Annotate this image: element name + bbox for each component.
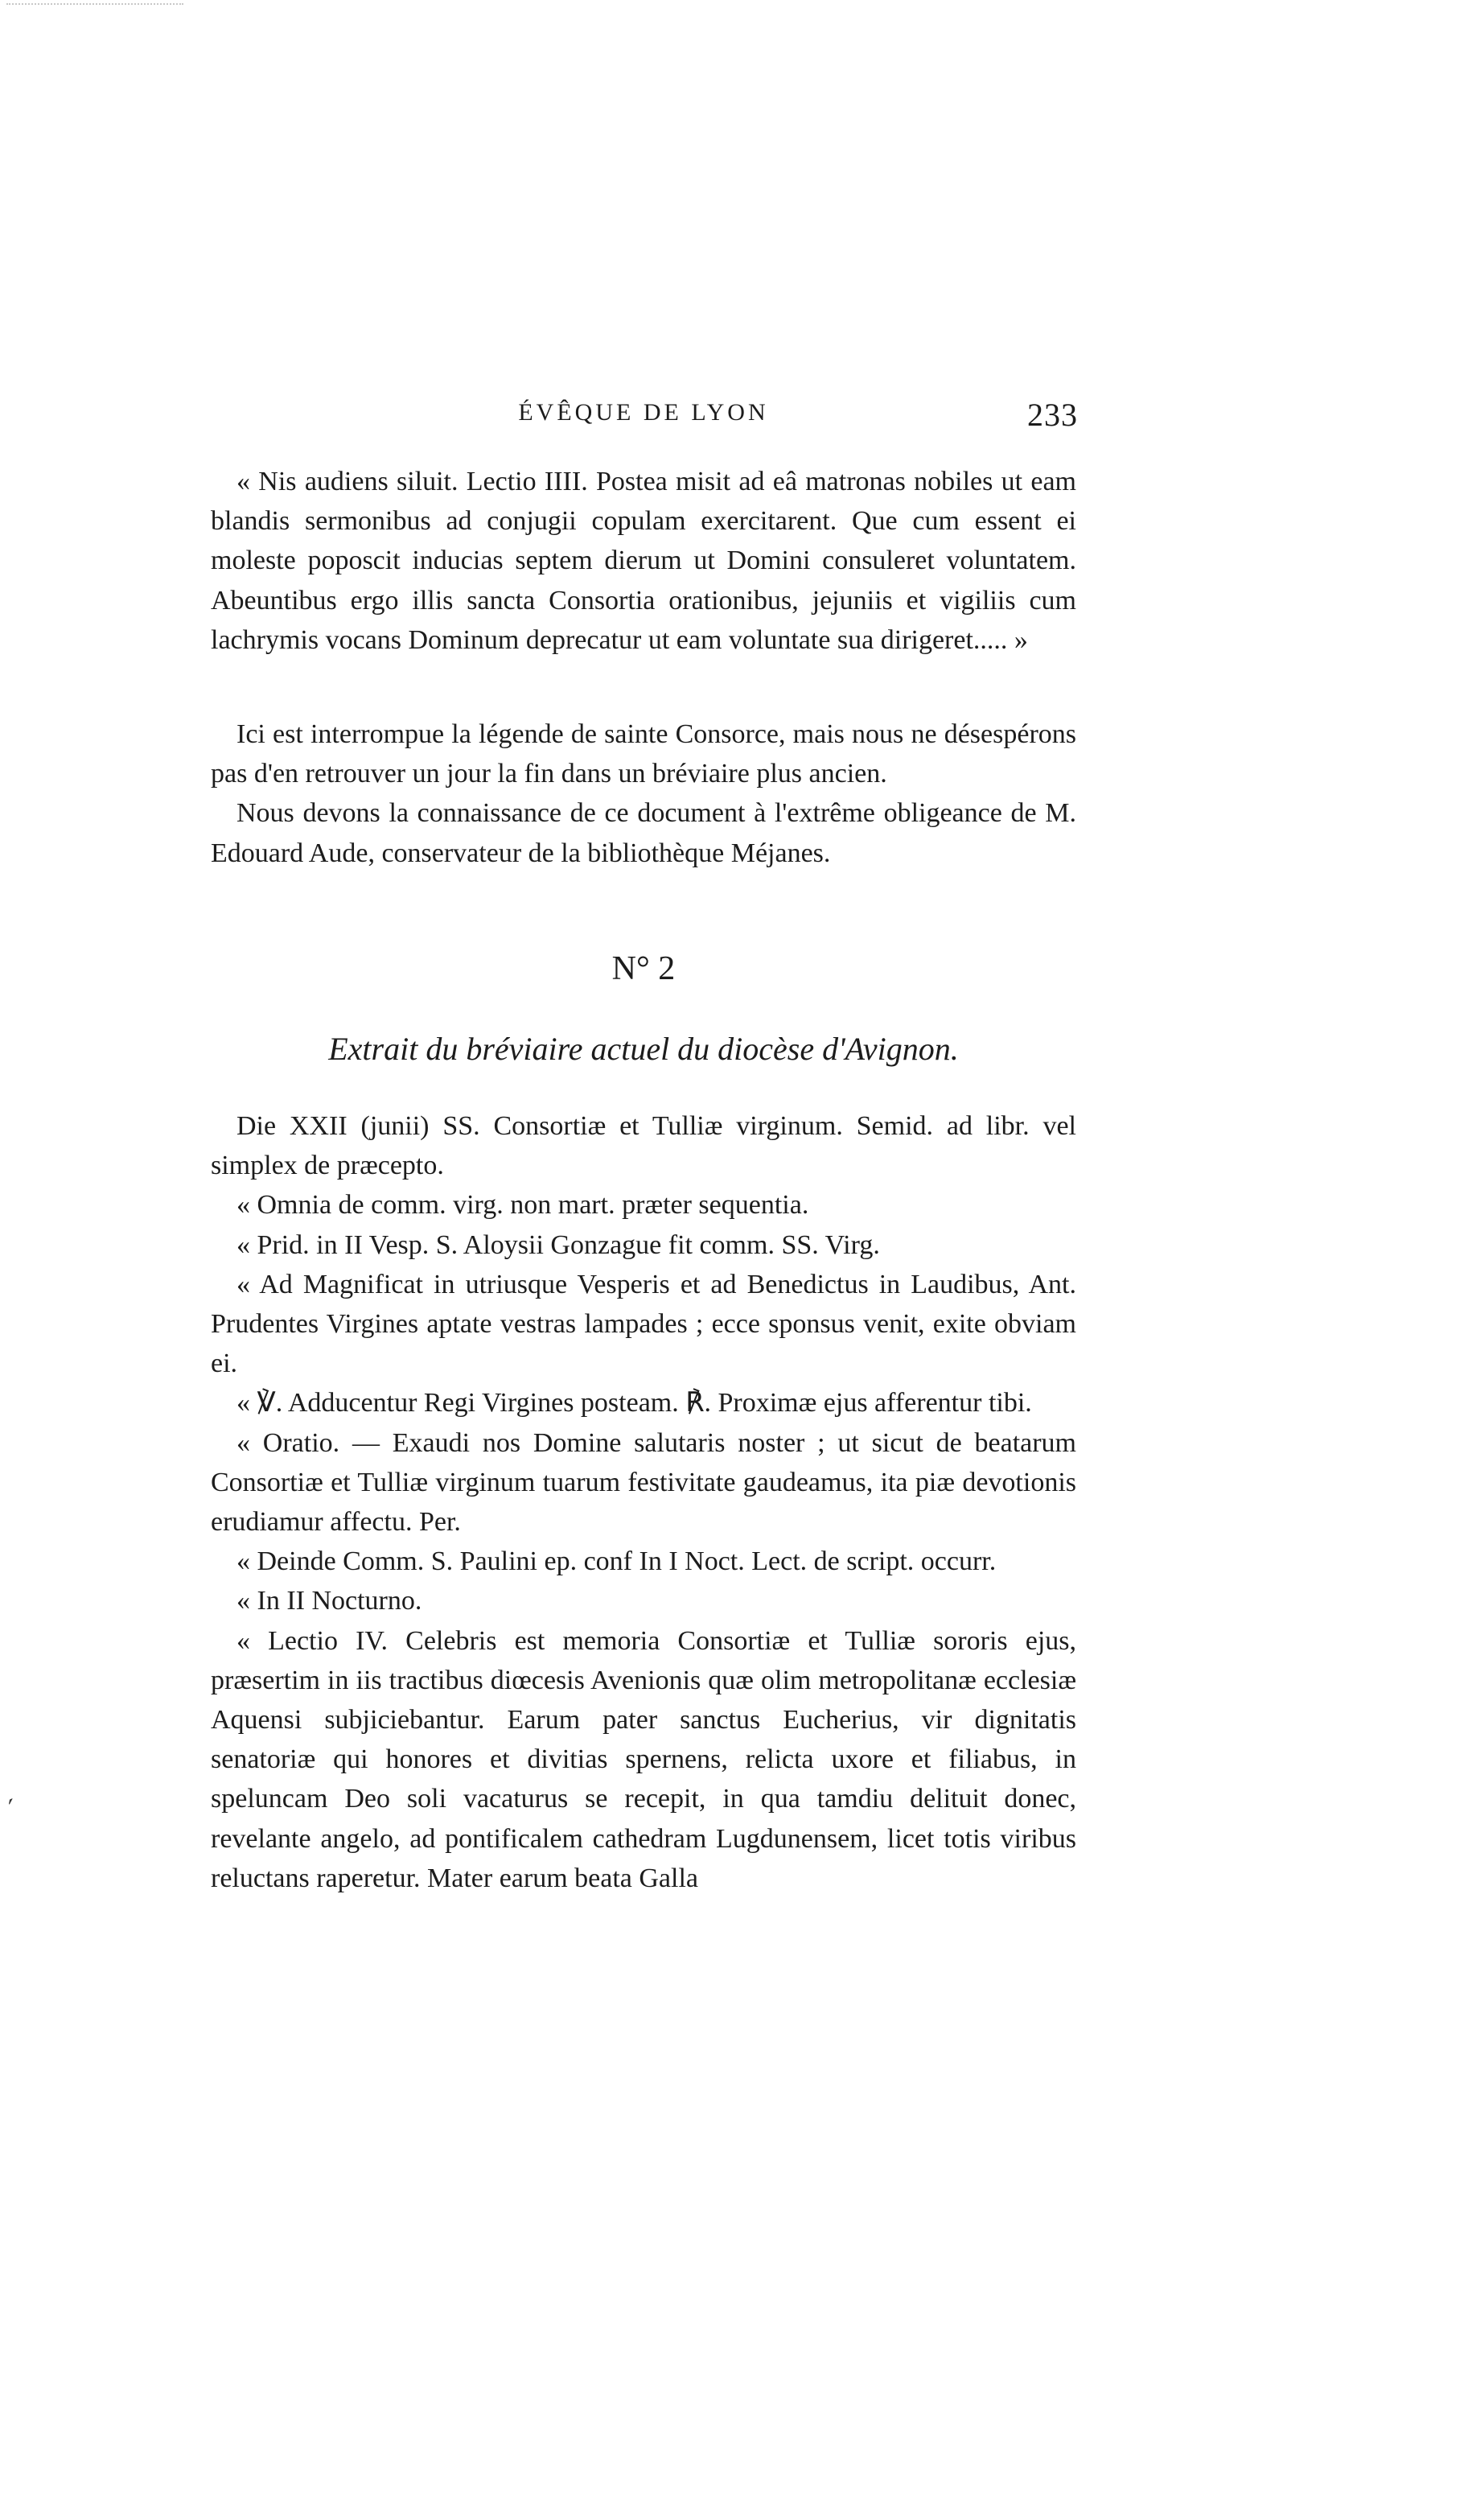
extract-paragraph: « ℣. Adducentur Regi Virgines posteam. ℟. Proximæ ejus afferentur tibi. xyxy=(236,1388,1032,1419)
running-head xyxy=(209,396,1078,436)
page-number: 233 xyxy=(1027,397,1078,433)
extract-paragraph: « Prid. in II Vesp. S. Aloysii Gonzague fit comm. SS. Virg. xyxy=(236,1229,880,1260)
section-number: N° 2 xyxy=(611,950,676,987)
extract-paragraph: « Oratio. — Exaudi nos Domine salutaris noster ; ut sicut de beatarum Consortiæ et Tulliæ virginum tuarum festivitate gaudeamus, ita piæ devotionis erudiamur affectu. Per. xyxy=(211,1427,1076,1538)
extract-paragraph: « Lectio IV. Celebris est memoria Consortiæ et Tulliæ sororis ejus, præsertim in iis tractibus diœcesis Avenionis quæ olim metropolitanæ ecclesiæ Aquensi subjiciebantur. Earum pater sanctus Eucherius, vir dignitatis senatoriæ qui honores et divitias spernens, relicta uxore et filiabus, in speluncam Deo soli vacaturus se recepit, in qua tamdiu delituit donec, revelante angelo, ad pontificalem cathedram Lugdunensem, licet totis viribus reluctans raperetur. Mater earum beata Galla xyxy=(211,1625,1076,1893)
section-title: Extrait du bréviaire actuel du diocèse d'Avignon. xyxy=(328,1031,959,1067)
editor-notes xyxy=(211,714,1076,873)
margin-mark: ˊ xyxy=(3,1793,25,1825)
extract-paragraph: « Omnia de comm. virg. non mart. præter sequentia. xyxy=(236,1190,809,1221)
running-title: ÉVÊQUE DE LYON xyxy=(518,399,769,426)
scan-artifact xyxy=(6,3,183,10)
extract-paragraph: « Ad Magnificat in utriusque Vesperis et ad Benedictus in Laudibus, Ant. Prudentes Virgines aptate vestras lampades ; ecce sponsus venit, exite obviam ei. xyxy=(211,1269,1076,1379)
note-paragraph: Nous devons la connaissance de ce document à l'extrême obligeance de M. Edouard Aude, conservateur de la bibliothèque Méjanes. xyxy=(211,798,1076,868)
note-paragraph: Ici est interrompue la légende de sainte Consorce, mais nous ne désespérons pas d'en retrouver un jour la fin dans un bréviaire plus ancien. xyxy=(211,719,1076,789)
legend-excerpt xyxy=(211,462,1076,660)
legend-paragraph: « Nis audiens siluit. Lectio IIII. Postea misit ad eâ matronas nobiles ut eam blandis sermonibus ad conjugii copulam exercitarent. Que cum essent ei moleste poposcit inducias septem dierum ut Domini consuleret voluntatem. Abeuntibus ergo illis sancta Consortia orationibus, jejuniis et vigiliis cum lachrymis vocans Dominum deprecatur ut eam voluntate sua dirigeret..... » xyxy=(211,467,1076,655)
extract-paragraph: Die XXII (junii) SS. Consortiæ et Tulliæ virginum. Semid. ad libr. vel simplex de præcepto. xyxy=(211,1111,1076,1181)
extract-paragraph: « In II Nocturno. xyxy=(236,1586,422,1616)
breviary-extract xyxy=(211,1106,1076,1898)
extract-paragraph: « Deinde Comm. S. Paulini ep. conf In I Noct. Lect. de script. occurr. xyxy=(236,1546,997,1577)
